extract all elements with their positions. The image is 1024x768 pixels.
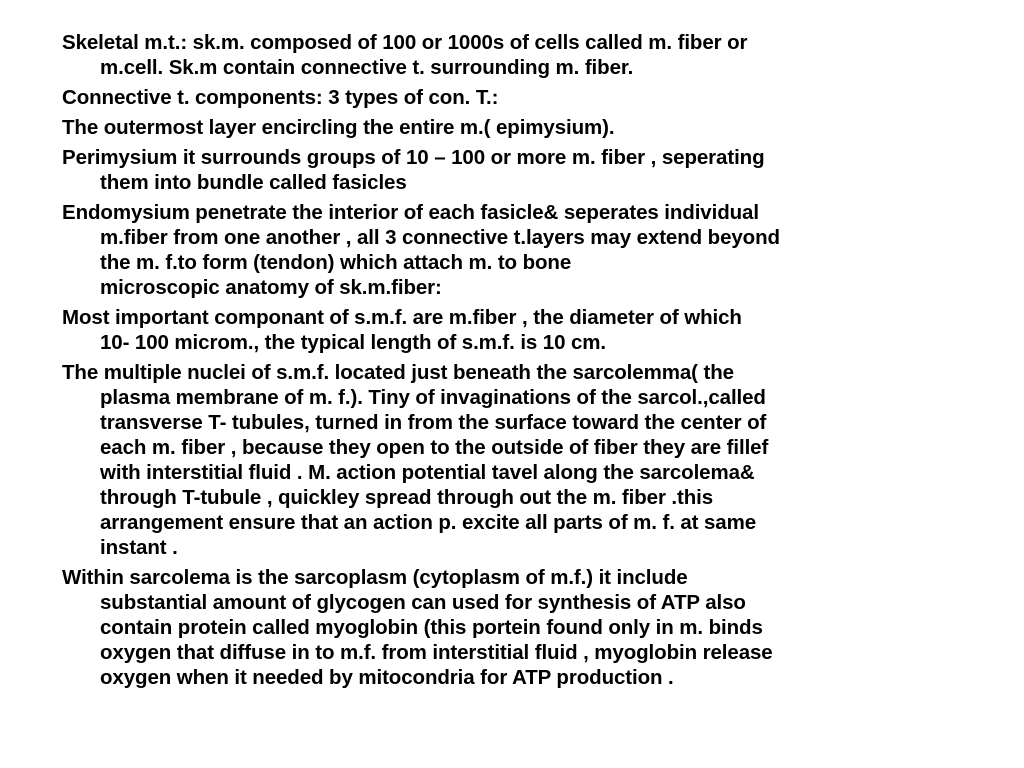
paragraph-line: Most important componant of s.m.f. are m.fiber , the diameter of which [62, 306, 742, 329]
paragraph-line: Connective t. components: 3 types of con. T.: [62, 86, 499, 109]
paragraph-line: through T-tubule , quickley spread through out the m. fiber .this [100, 486, 714, 509]
paragraph-line: The outermost layer encircling the entire m.( epimysium). [62, 116, 615, 139]
paragraph-line: m.fiber from one another , all 3 connective t.layers may extend beyond [100, 226, 780, 249]
paragraph-line: substantial amount of glycogen can used for synthesis of ATP also [100, 591, 746, 614]
paragraph-line: oxygen that diffuse in to m.f. from interstitial fluid , myoglobin release [100, 641, 773, 664]
paragraph-line: m.cell. Sk.m contain connective t. surrounding m. fiber. [100, 56, 634, 79]
paragraph-line: each m. fiber , because they open to the outside of fiber they are fillef [100, 436, 769, 459]
paragraph-line: 10- 100 microm., the typical length of s.m.f. is 10 cm. [100, 331, 607, 354]
paragraph-line: with interstitial fluid . M. action potential tavel along the sarcolema& [100, 461, 755, 484]
paragraph-connective-tissue [62, 85, 982, 110]
paragraph-line: arrangement ensure that an action p. excite all parts of m. f. at same [100, 511, 757, 534]
paragraph-endomysium [62, 200, 982, 300]
paragraph-nuclei-t-tubules [62, 360, 982, 560]
paragraph-line: Skeletal m.t.: sk.m. composed of 100 or 1000s of cells called m. fiber or [62, 31, 748, 54]
paragraph-perimysium [62, 145, 982, 195]
paragraph-fiber-dimensions [62, 305, 982, 355]
paragraph-skeletal-muscle-tissue [62, 30, 982, 80]
paragraph-line: Within sarcolema is the sarcoplasm (cytoplasm of m.f.) it include [62, 566, 688, 589]
paragraph-line: oxygen when it needed by mitocondria for ATP production . [100, 666, 674, 689]
slide-body [62, 30, 982, 695]
paragraph-epimysium [62, 115, 982, 140]
paragraph-line: contain protein called myoglobin (this portein found only in m. binds [100, 616, 763, 639]
paragraph-line: instant . [100, 536, 178, 559]
paragraph-line: The multiple nuclei of s.m.f. located just beneath the sarcolemma( the [62, 361, 734, 384]
paragraph-sarcoplasm [62, 565, 982, 690]
paragraph-line: the m. f.to form (tendon) which attach m. to bone [100, 251, 572, 274]
paragraph-line: them into bundle called fasicles [100, 171, 407, 194]
paragraph-line: transverse T- tubules, turned in from the surface toward the center of [100, 411, 767, 434]
paragraph-line: Endomysium penetrate the interior of each fasicle& seperates individual [62, 201, 759, 224]
paragraph-line: plasma membrane of m. f.). Tiny of invaginations of the sarcol.,called [100, 386, 766, 409]
paragraph-line: Perimysium it surrounds groups of 10 – 100 or more m. fiber , seperating [62, 146, 765, 169]
paragraph-line: microscopic anatomy of sk.m.fiber: [100, 276, 442, 299]
